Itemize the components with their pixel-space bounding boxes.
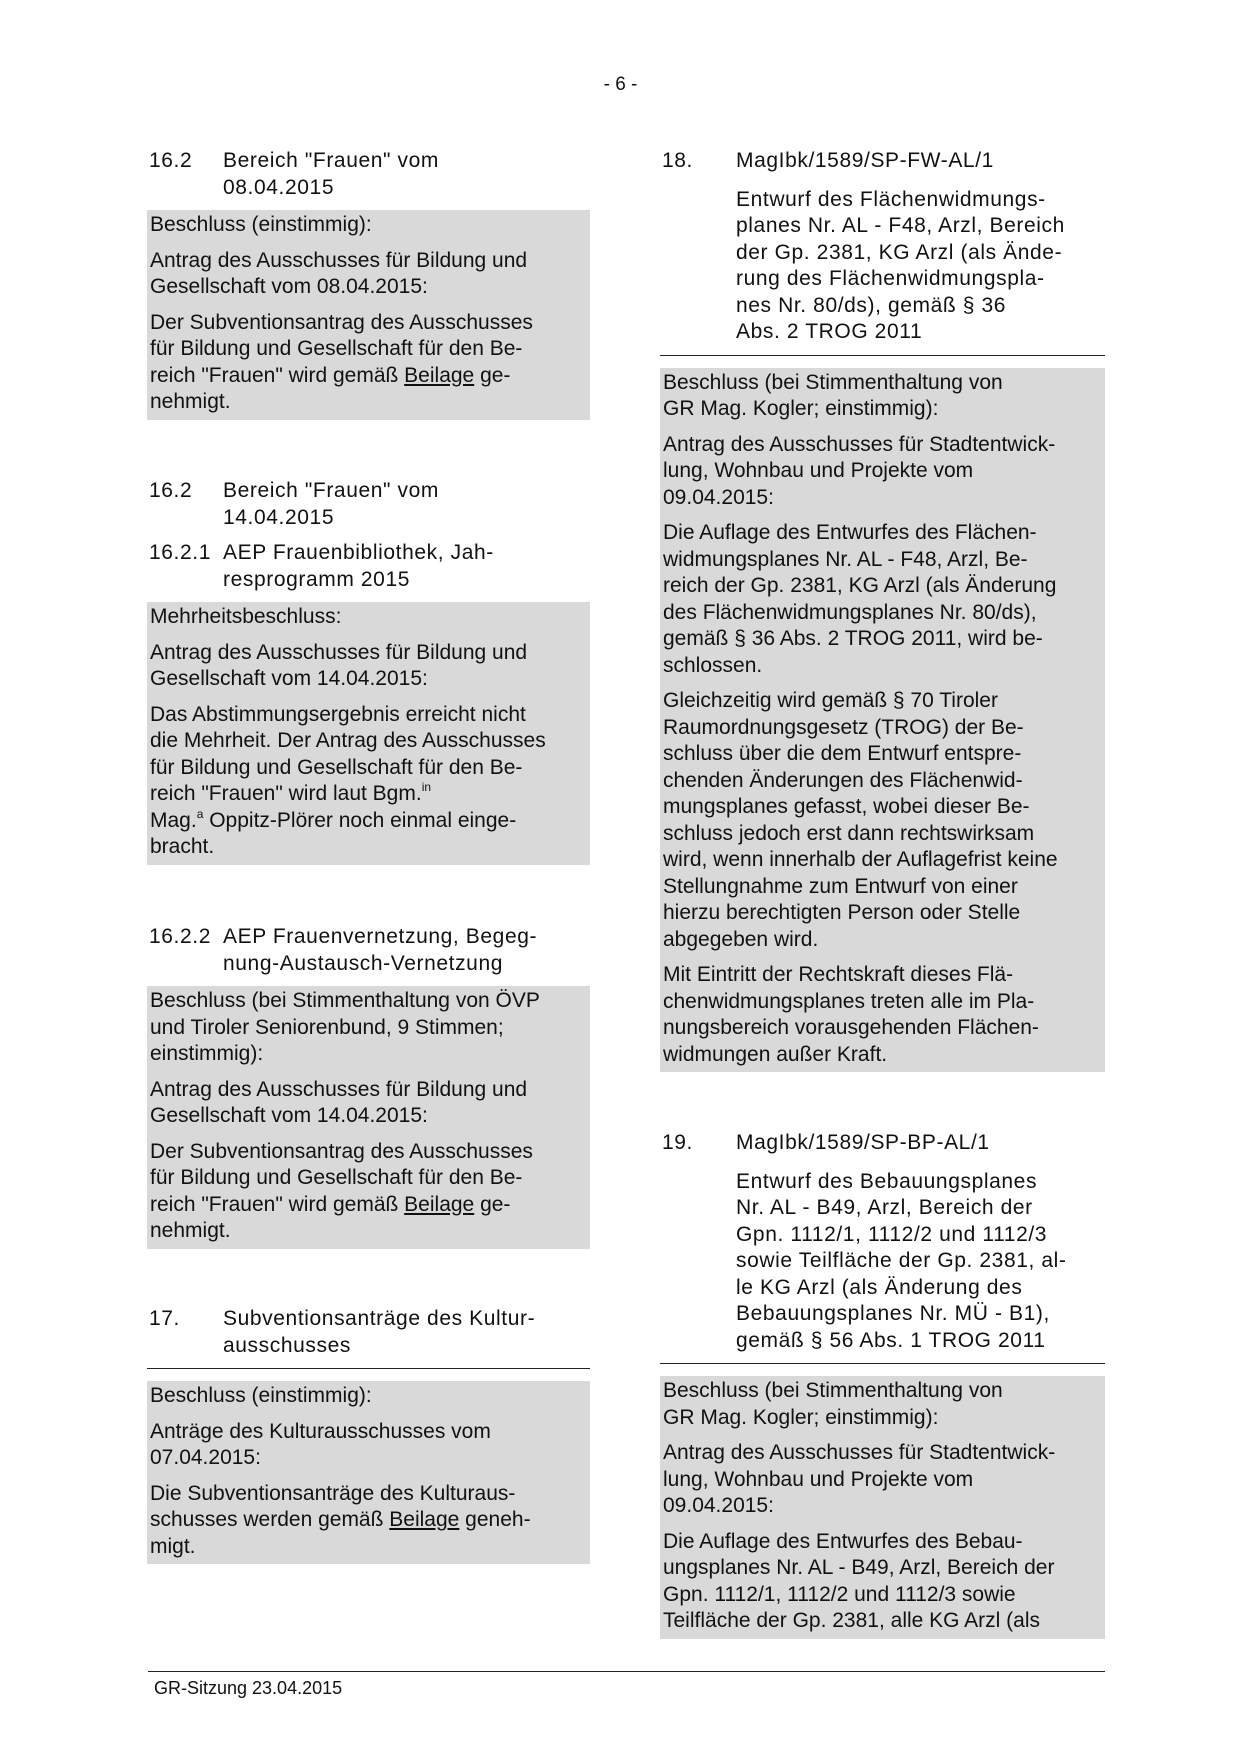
text-run: Mit Eintritt der Rechtskraft dieses Flä- chenwidmungsplanes treten alle im Pla- nungsbereich vorausgehenden Flächen- widmungen außer Kraft. [663,963,1039,1066]
resolution-paragraph [663,1529,1102,1635]
text-run: Das Abstimmungsergebnis erreicht nicht die Mehrheit. Der Antrag des Ausschusses für Bildung und Gesellschaft für den Be- reich "Frauen" wird laut Bgm. [150,702,546,805]
item-title: Bereich "Frauen" vom 14.04.2015 [223,479,439,529]
item-title: MagIbk/1589/SP-FW-AL/1 [736,149,994,172]
agenda-item [147,924,590,1249]
resolution-box [147,602,590,865]
text-run: Mehrheitsbeschluss: [150,605,342,628]
resolution-box [147,1381,590,1564]
text-run: Die Subventionsanträge des Kulturaus- schusses werden gemäß [150,1481,516,1531]
page-number: - 6 - [603,74,638,95]
heading-rule [660,355,1105,356]
resolution-box [147,210,590,420]
resolution-paragraph [150,640,587,693]
item-number: 16.2 [149,479,193,502]
text-run: Anträge des Kulturausschusses vom 07.04.2015: [150,1419,491,1469]
text-run: Beschluss (bei Stimmenthaltung von GR Mag. Kogler; einstimmig): [663,1379,1003,1429]
agenda-item [660,1130,1105,1639]
item-title: AEP Frauenbibliothek, Jah- resprogramm 2015 [223,541,494,591]
item-heading [660,1169,1105,1355]
resolution-box [660,1376,1105,1639]
text-run: ge- nehmigt. [150,363,511,413]
resolution-paragraph [150,212,587,239]
item-title: AEP Frauenvernetzung, Begeg- nung-Austausch-Vernetzung [223,925,538,975]
superscript: a [196,806,204,821]
resolution-paragraph [150,248,587,301]
text-run: Der Subventionsantrag des Ausschusses für Bildung und Gesellschaft für den Be- reich "Frauen" wird gemäß [150,1139,533,1216]
heading-rule [147,1368,590,1369]
item-number: 19. [662,1131,693,1154]
resolution-paragraph [150,1139,587,1245]
resolution-paragraph [663,688,1102,953]
text-run: Gleichzeitig wird gemäß § 70 Tiroler Raumordnungsgesetz (TROG) der Be- schluss über die dem Entwurf entspre- chenden Änderungen des Flächenwid- mungsplanes gefasst, wobei dieser Be- schluss jedoch erst dann rechtswirksam wird, wenn innerhalb der Auflagefrist keine Stellungnahme zum Entwurf von einer hierzu berechtigten Person oder Stelle abgegeben wird. [663,689,1058,951]
item-title: Entwurf des Flächenwidmungs- planes Nr. AL - F48, Arzl, Bereich der Gp. 2381, KG Arzl (als Ände- rung des Flächenwidmungspla- nes Nr. 80/ds), gemäß § 36 Abs. 2 TROG 2011 [736,187,1065,343]
resolution-paragraph [663,520,1102,679]
resolution-paragraph [150,1419,587,1472]
item-title: Entwurf des Bebauungsplanes Nr. AL - B49, Arzl, Bereich der Gpn. 1112/1, 1112/2 und 1112/3 sowie Teilfläche der Gp. 2381, al- le KG Arzl (als Änderung des Bebauungsplanes Nr. MÜ - B1), gemäß § 56 Abs. 1 TROG 2011 [736,1169,1067,1352]
resolution-paragraph [150,702,587,861]
resolution-box [147,986,590,1249]
resolution-paragraph [663,1440,1102,1520]
item-number: 16.2.2 [149,925,211,948]
agenda-item [660,148,1105,1072]
text-run: Mag. [150,808,197,832]
item-number: 16.2.1 [149,541,211,564]
resolution-paragraph [663,962,1102,1068]
text-run: Antrag des Ausschusses für Stadtentwick- lung, Wohnbau und Projekte vom 09.04.2015: [663,1441,1056,1517]
resolution-paragraph [150,1481,587,1561]
agenda-item [147,1306,590,1564]
resolution-paragraph [663,370,1102,423]
item-heading [147,148,590,201]
agenda-item [147,478,590,865]
text-run: Beschluss (einstimmig): [150,213,372,236]
text-run: Beschluss (bei Stimmenthaltung von GR Mag. Kogler; einstimmig): [663,370,1003,420]
resolution-paragraph [150,1383,587,1410]
text-run: geneh- migt. [150,1508,531,1558]
footer-rule [148,1671,1105,1698]
agenda-item [147,148,590,420]
item-heading [147,478,590,531]
text-run: Antrag des Ausschusses für Bildung und Gesellschaft vom 14.04.2015: [150,1077,528,1127]
beilage-link[interactable]: Beilage [389,1508,460,1531]
text-run: Antrag des Ausschusses für Stadtentwick- lung, Wohnbau und Projekte vom 09.04.2015: [663,432,1056,509]
resolution-paragraph [663,432,1102,512]
item-title: Bereich "Frauen" vom 08.04.2015 [223,149,439,199]
text-run: Beschluss (einstimmig): [150,1384,372,1407]
item-title: MagIbk/1589/SP-BP-AL/1 [736,1131,990,1154]
text-run: Die Auflage des Entwurfes des Flächen- widmungsplanes Nr. AL - F48, Arzl, Be- reich der Gp. 2381, KG Arzl (als Änderung des Flächenwidmungsplanes Nr. 80/ds), gemäß § 36 Abs. 2 TROG 2011, wird be- schlossen. [663,521,1057,677]
text-run: Antrag des Ausschusses für Bildung und Gesellschaft vom 14.04.2015: [150,640,528,690]
beilage-link[interactable]: Beilage [404,363,475,387]
item-heading [147,1306,590,1359]
item-title: Subventionsanträge des Kultur- ausschusses [223,1307,536,1357]
item-number: 18. [662,149,693,172]
item-heading [660,148,1105,175]
text-run: Die Auflage des Entwurfes des Bebau- ungsplanes Nr. AL - B49, Arzl, Bereich der Gpn. 1112/1, 1112/2 und 1112/3 sowie Teilfläche der Gp. 2381, alle KG Arzl (als [663,1529,1055,1632]
resolution-box [660,368,1105,1073]
item-number: 17. [149,1307,180,1330]
text-run: Der Subventionsantrag des Ausschusses für Bildung und Gesellschaft für den Be- reich "Frauen" wird gemäß [150,310,533,387]
text-run: ge- nehmigt. [150,1192,511,1242]
heading-rule [660,1363,1105,1364]
item-heading [147,540,590,593]
resolution-paragraph [150,988,587,1068]
resolution-paragraph [150,310,587,416]
item-heading [660,187,1105,346]
resolution-paragraph [663,1378,1102,1431]
text-run: Antrag des Ausschusses für Bildung und Gesellschaft vom 08.04.2015: [150,248,528,298]
resolution-paragraph [150,604,587,631]
footer-text: GR-Sitzung 23.04.2015 [154,1678,343,1698]
item-heading [147,924,590,977]
text-run: Oppitz-Plörer noch einmal einge- bracht. [150,808,517,858]
item-number: 16.2 [149,149,193,172]
beilage-link[interactable]: Beilage [404,1192,475,1216]
item-heading [660,1130,1105,1157]
superscript: in [421,780,432,794]
text-run: Beschluss (bei Stimmenthaltung von ÖVP und Tiroler Seniorenbund, 9 Stimmen; einstimmig): [150,989,540,1065]
resolution-paragraph [150,1077,587,1130]
